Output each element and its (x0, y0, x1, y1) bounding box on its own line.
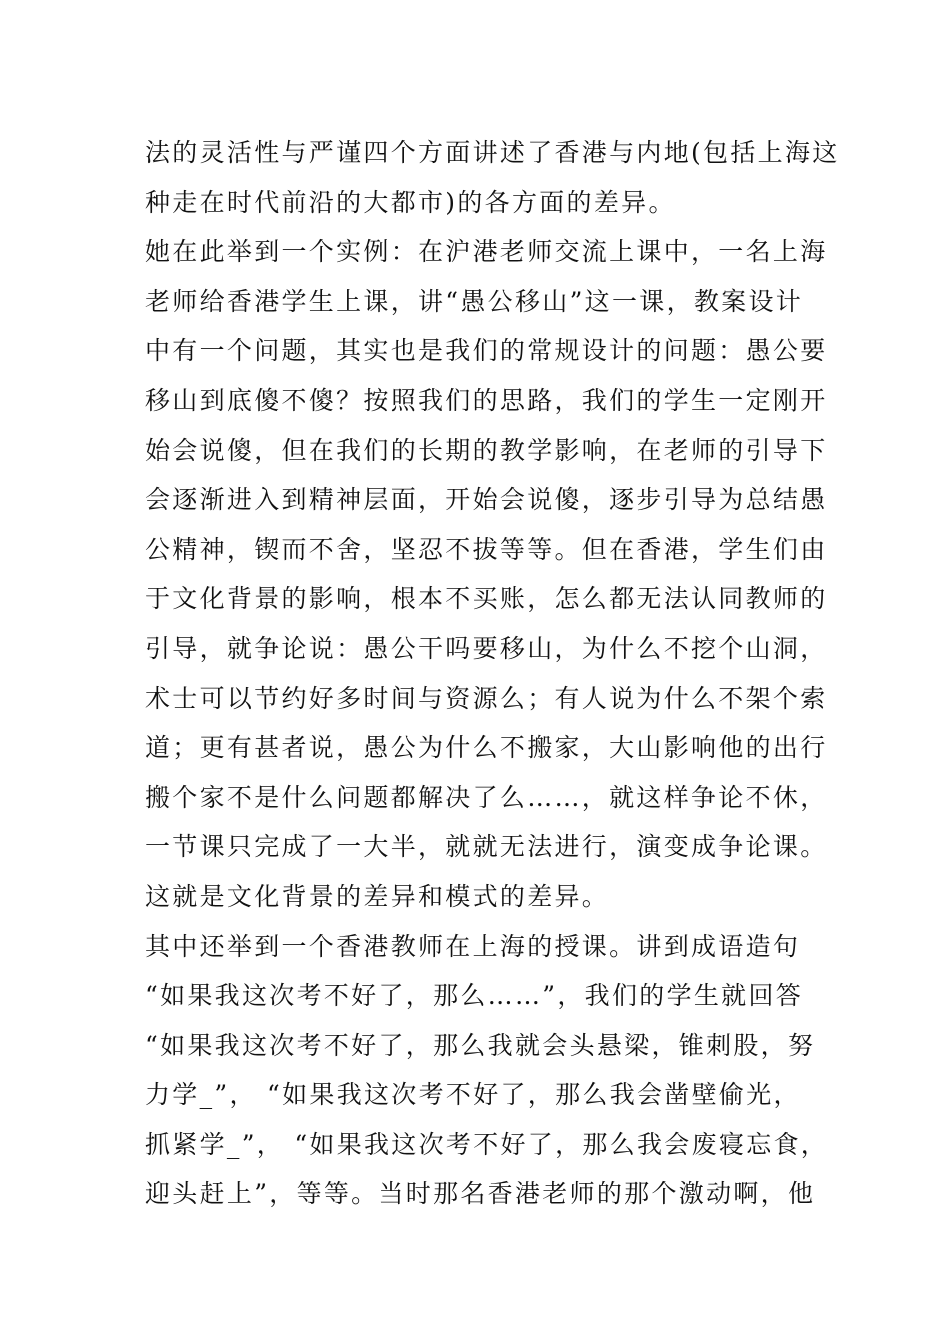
text-line: 老师给香港学生上课，讲“愚公移山”这一课，教案设计 (145, 286, 804, 316)
text-line: 始会说傻，但在我们的长期的教学影响，在老师的引导下 (145, 435, 828, 465)
text-line: 术士可以节约好多时间与资源么；有人说为什么不架个索 (145, 683, 828, 713)
text-line: 力学_”， “如果我这次考不好了，那么我会凿壁偷光， (145, 1080, 801, 1110)
text-line: 搬个家不是什么问题都解决了么……，就这样争论不休， (145, 782, 828, 812)
body-text (145, 128, 840, 1219)
text-line: 一节课只完成了一大半，就就无法进行，演变成争论课。 (145, 832, 828, 862)
text-line: 她在此举到一个实例：在沪港老师交流上课中，一名上海 (145, 237, 828, 267)
text-line: 种走在时代前沿的大都市)的各方面的差异。 (145, 187, 676, 217)
text-line: 移山到底傻不傻？按照我们的思路，我们的学生一定刚开 (145, 385, 828, 415)
text-line: 其中还举到一个香港教师在上海的授课。讲到成语造句 (145, 931, 801, 961)
text-line: 公精神，锲而不舍，坚忍不拔等等。但在香港，学生们由 (145, 534, 828, 564)
text-line: “如果我这次考不好了，那么我就会头悬梁，锥刺股，努 (145, 1030, 816, 1060)
text-line: 道；更有甚者说，愚公为什么不搬家，大山影响他的出行 (145, 733, 828, 763)
text-line: 引导，就争论说：愚公干吗要移山，为什么不挖个山洞， (145, 633, 828, 663)
text-line: 于文化背景的影响，根本不买账，怎么都无法认同教师的 (145, 584, 828, 614)
text-line: 中有一个问题，其实也是我们的常规设计的问题：愚公要 (145, 336, 828, 366)
text-line: 会逐渐进入到精神层面，开始会说傻，逐步引导为总结愚 (145, 485, 828, 515)
text-line: 法的灵活性与严谨四个方面讲述了香港与内地(包括上海这 (145, 138, 840, 167)
text-line: 迎头赶上”，等等。当时那名香港老师的那个激动啊，他 (145, 1179, 816, 1209)
text-line: “如果我这次考不好了，那么……”，我们的学生就回答 (145, 981, 804, 1011)
text-line: 抓紧学_”， “如果我这次考不好了，那么我会废寝忘食， (145, 1129, 829, 1159)
text-line: 这就是文化背景的差异和模式的差异。 (145, 881, 610, 911)
